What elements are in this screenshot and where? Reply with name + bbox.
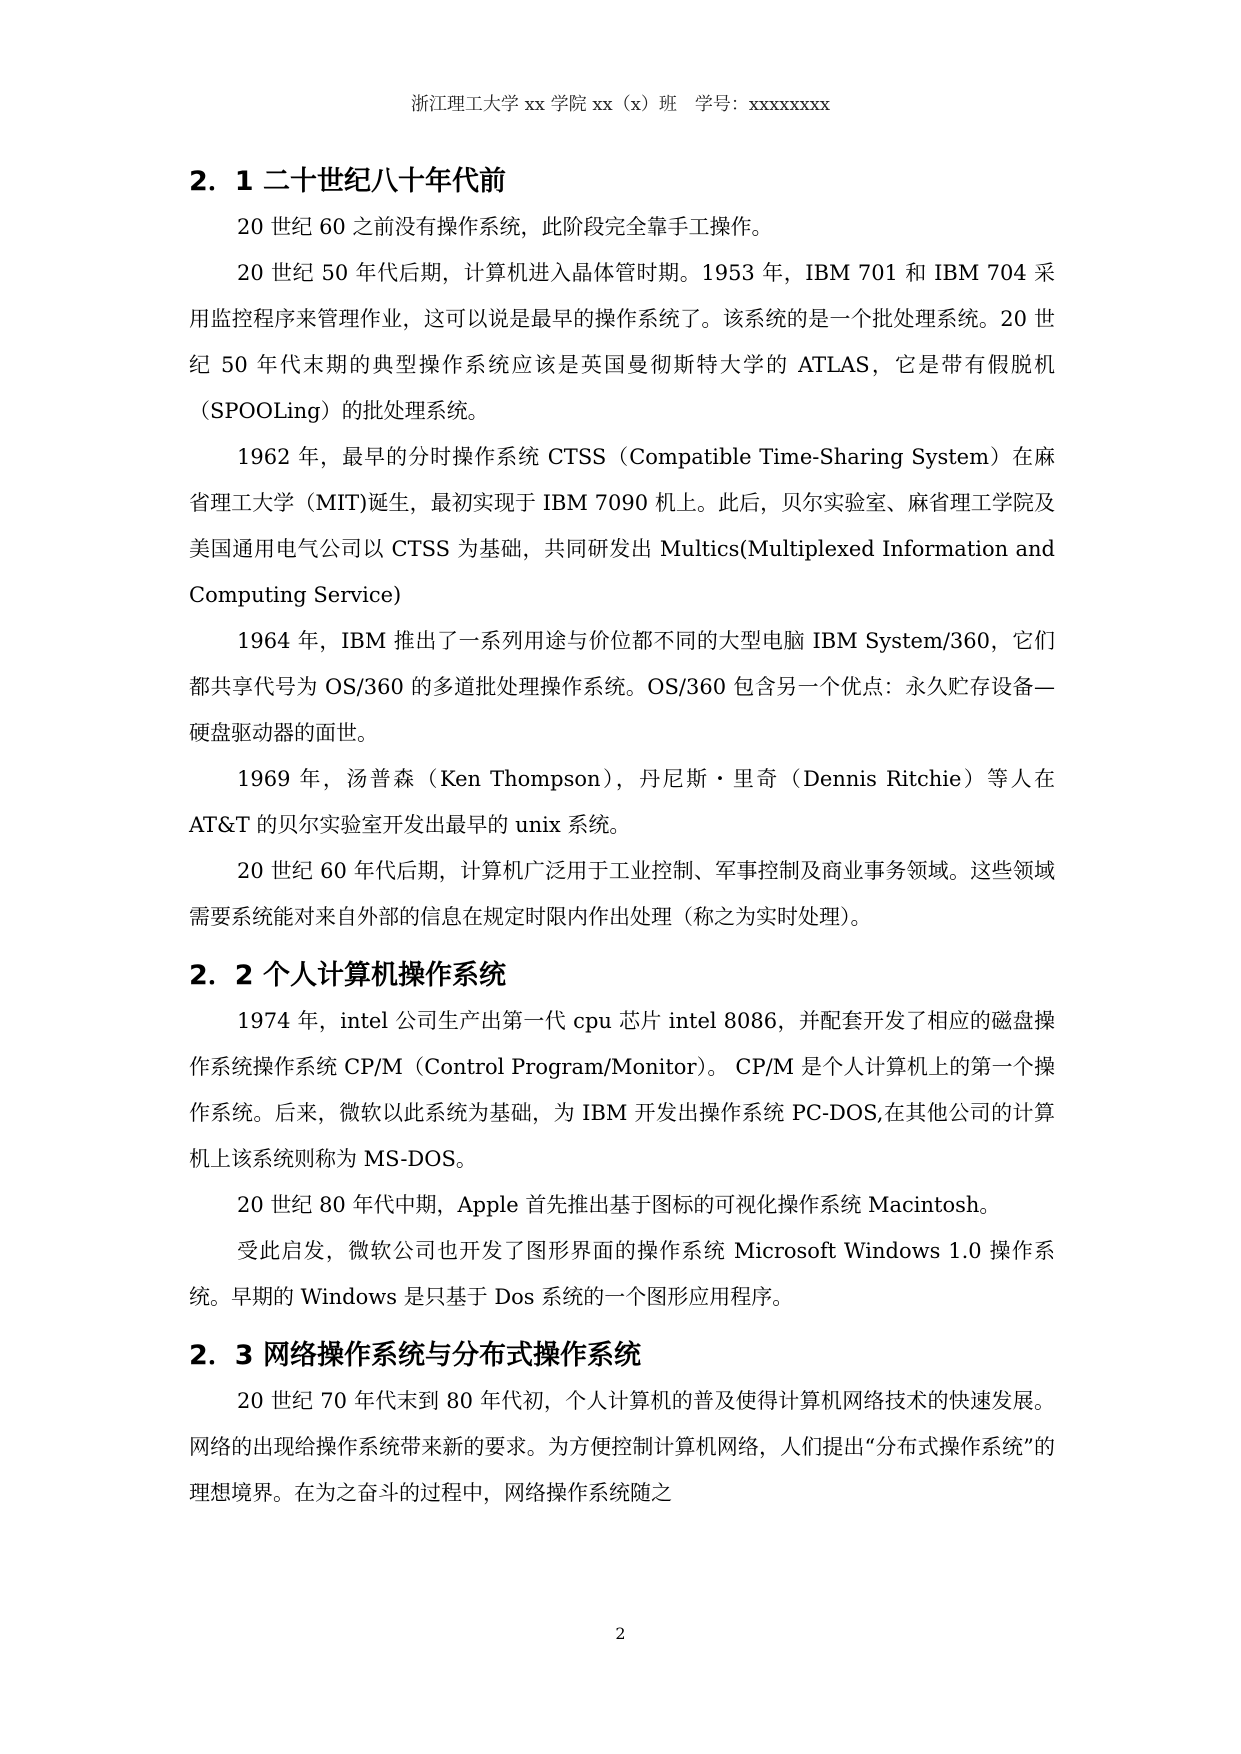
paragraph: 20 世纪 50 年代后期，计算机进入晶体管时期。1953 年，IBM 701 和 IBM 704 采用监控程序来管理作业，这可以说是最早的操作系统了。该系统的是一个批处理系统。20 世纪 50 年代末期的典型操作系统应该是英国曼彻斯特大学的 ATLAS，它是带有假脱机（SPOOLing）的批处理系统。: [189, 261, 1055, 423]
paragraph: 1964 年，IBM 推出了一系列用途与价位都不同的大型电脑 IBM System/360，它们都共享代号为 OS/360 的多道批处理操作系统。OS/360 包含另一个优点：永久贮存设备—硬盘驱动器的面世。: [189, 629, 1055, 745]
section-network-distributed-os: [189, 1334, 1055, 1516]
paragraph: 1969 年，汤普森（Ken Thompson），丹尼斯・里奇（Dennis Ritchie）等人在 AT&T 的贝尔实验室开发出最早的 unix 系统。: [189, 767, 1055, 837]
paragraph: 受此启发，微软公司也开发了图形界面的操作系统 Microsoft Windows 1.0 操作系统。早期的 Windows 是只基于 Dos 系统的一个图形应用程序。: [189, 1239, 1055, 1309]
page-number: 2: [615, 1624, 626, 1643]
document-body: [189, 160, 1055, 1530]
paragraph: 20 世纪 70 年代末到 80 年代初，个人计算机的普及使得计算机网络技术的快速发展。网络的出现给操作系统带来新的要求。为方便控制计算机网络，人们提出“分布式操作系统”的理想境界。在为之奋斗的过程中，网络操作系统随之: [189, 1389, 1055, 1505]
paragraph: 20 世纪 60 之前没有操作系统，此阶段完全靠手工操作。: [237, 215, 773, 239]
section-personal-computer-os: [189, 954, 1055, 1320]
section-before-1980s: [189, 160, 1055, 940]
paragraph: 20 世纪 60 年代后期，计算机广泛用于工业控制、军事控制及商业事务领域。这些领域需要系统能对来自外部的信息在规定时限内作出处理（称之为实时处理）。: [189, 859, 1055, 929]
page-header: 浙江理工大学 xx 学院 xx（x）班 学号：xxxxxxxx: [410, 94, 831, 115]
section-heading: 2．3 网络操作系统与分布式操作系统: [189, 1340, 641, 1371]
paragraph: 20 世纪 80 年代中期，Apple 首先推出基于图标的可视化操作系统 Macintosh。: [237, 1193, 1001, 1217]
paragraph: 1974 年，intel 公司生产出第一代 cpu 芯片 intel 8086，并配套开发了相应的磁盘操作系统操作系统 CP/M（Control Program/Monitor）。 CP/M 是个人计算机上的第一个操作系统。后来，微软以此系统为基础，为 IBM 开发出操作系统 PC-DOS,在其他公司的计算机上该系统则称为 MS-DOS。: [189, 1009, 1055, 1171]
paragraph: 1962 年，最早的分时操作系统 CTSS（Compatible Time-Sharing System）在麻省理工大学（MIT)诞生，最初实现于 IBM 7090 机上。此后，贝尔实验室、麻省理工学院及美国通用电气公司以 CTSS 为基础，共同研发出 Multics(Multiplexed Information and Computing Service): [189, 445, 1055, 607]
section-heading: 2．2 个人计算机操作系统: [189, 960, 506, 991]
section-heading: 2．1 二十世纪八十年代前: [189, 166, 506, 197]
